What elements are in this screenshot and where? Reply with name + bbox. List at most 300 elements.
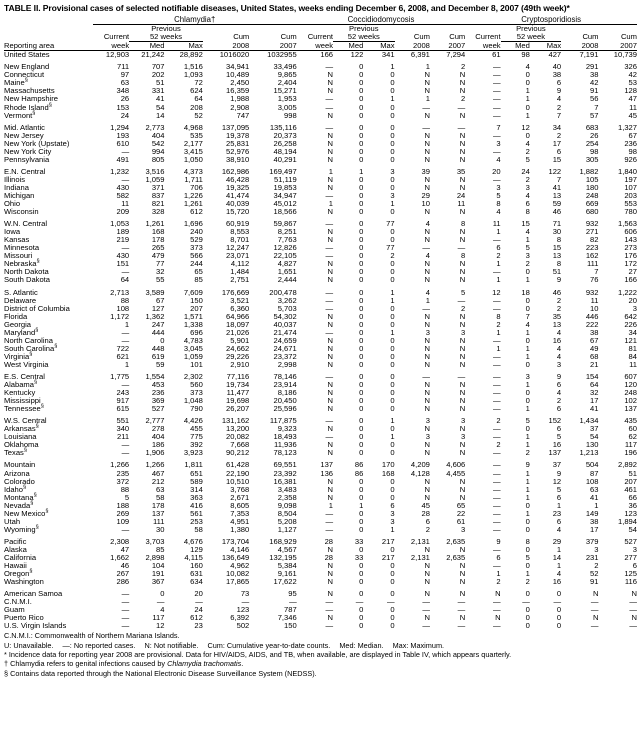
row-value: — — [493, 396, 501, 406]
row-area-label: W.S. Central — [4, 416, 47, 426]
row-value: 64,966 — [226, 311, 250, 321]
row-value: 105 — [585, 174, 599, 184]
row-value: N — [424, 589, 430, 599]
table-row — [4, 228, 637, 236]
row-value: 254 — [585, 138, 599, 148]
row-value: N — [327, 259, 334, 269]
row-value: 11 — [457, 199, 466, 209]
row-value: 1,059 — [183, 351, 203, 361]
cocci-2007-header: 2007 — [448, 41, 466, 51]
row-area-label: Washington — [4, 577, 44, 587]
table-row — [4, 268, 637, 276]
row-value: 0 — [525, 544, 530, 554]
row-value: 9,098 — [277, 500, 297, 510]
cocci-52weeks-label: 52 weeks — [333, 33, 395, 42]
row-value: 176 — [624, 251, 637, 261]
row-value: N — [631, 589, 637, 599]
row-value: 696 — [190, 327, 203, 337]
row-value: — — [590, 605, 599, 615]
row-value: 19,325 — [226, 182, 250, 192]
row-value: N — [459, 78, 466, 88]
crypto-max-header: Max — [546, 41, 562, 51]
row-value: 371 — [151, 182, 165, 192]
row-value: 589 — [190, 476, 203, 486]
row-value: 25,831 — [226, 138, 250, 148]
row-value: — — [121, 146, 130, 156]
row-value: 7 — [496, 122, 501, 132]
row-value: N — [327, 130, 334, 140]
row-value: 1 — [525, 432, 530, 442]
row-area-label: Maine§ — [4, 77, 28, 88]
row-value: 52,976 — [226, 146, 250, 156]
row-value: 11,477 — [226, 388, 250, 398]
row-value: 7 — [556, 174, 562, 184]
crypto-cum2007-label: Cum — [620, 32, 637, 42]
row-value: N — [327, 311, 334, 321]
row-value: 1 — [124, 359, 130, 369]
row-value: 479 — [151, 251, 165, 261]
crypto-current-label: Current — [475, 32, 501, 42]
row-value: N — [327, 404, 334, 414]
row-value: 1,362 — [145, 311, 165, 321]
row-value: 12,826 — [273, 243, 297, 253]
row-value: 4 — [556, 94, 562, 104]
crypto-previous-label: Previous — [516, 23, 546, 33]
row-area-label: W.N. Central — [4, 219, 48, 229]
row-value: 0 — [359, 621, 364, 631]
row-value: 680 — [585, 207, 599, 217]
row-value: — — [121, 524, 130, 534]
row-value: 3 — [425, 416, 430, 426]
row-value: 11 — [629, 102, 637, 112]
row-value: 1,059 — [145, 174, 165, 184]
row-value: 3 — [594, 544, 599, 554]
row-value: 6 — [556, 146, 562, 156]
row-value: 4 — [556, 388, 562, 398]
row-value: 2 — [496, 440, 501, 450]
row-value: 1,434 — [579, 416, 599, 426]
row-value: 535 — [190, 130, 203, 140]
row-value: 16,359 — [226, 86, 250, 96]
row-value: 2 — [525, 146, 530, 156]
table-row — [4, 337, 637, 345]
row-value: 137 — [548, 448, 562, 458]
row-value: 4,373 — [183, 166, 203, 176]
crypto-2007-header: 2007 — [620, 41, 637, 51]
row-value: 20,082 — [226, 432, 250, 442]
row-value: 28 — [324, 536, 334, 546]
row-value: 1,894 — [617, 516, 637, 526]
row-value: 2 — [525, 259, 530, 269]
row-value: N — [327, 448, 334, 458]
row-value: 615 — [116, 404, 130, 414]
row-value: 26,258 — [273, 138, 297, 148]
row-value: 651 — [190, 468, 203, 478]
row-value: 1 — [425, 94, 430, 104]
table-row — [4, 373, 637, 381]
row-value: 57 — [590, 110, 599, 120]
row-value: 67 — [590, 335, 599, 345]
row-area-label: South Dakota — [4, 275, 51, 285]
row-value: 1,953 — [277, 94, 297, 104]
row-value: — — [121, 605, 130, 615]
row-value: 1 — [124, 319, 130, 329]
row-value: 18,097 — [226, 319, 250, 329]
row-value: 52 — [590, 569, 599, 579]
row-value: 0 — [390, 561, 395, 571]
row-value: 1 — [390, 416, 395, 426]
row-value: 1 — [425, 62, 430, 72]
row-value: — — [493, 605, 501, 615]
row-value: 16 — [552, 577, 562, 587]
table-row — [4, 353, 637, 361]
row-value: 0 — [390, 182, 395, 192]
row-value: 3,045 — [183, 343, 203, 353]
row-value: — — [493, 492, 501, 502]
row-value: 305 — [585, 154, 599, 164]
table-row — [4, 494, 637, 502]
row-value: 29 — [421, 191, 430, 200]
row-value: 2 — [556, 102, 562, 112]
row-value: 4,455 — [446, 468, 466, 478]
row-value: 2 — [390, 251, 395, 261]
row-value: 14 — [552, 552, 562, 562]
row-value: 0 — [390, 335, 395, 345]
row-value: 22,105 — [273, 251, 297, 261]
row-value: 0 — [390, 388, 395, 398]
row-value: 152 — [548, 416, 562, 426]
row-value: 1 — [359, 166, 364, 176]
row-value: 1032955 — [267, 50, 297, 60]
row-value: 0 — [390, 110, 395, 120]
row-value: 0 — [359, 154, 364, 164]
row-value: 17 — [590, 524, 599, 534]
row-value: 0 — [359, 605, 364, 615]
row-value: 26 — [590, 130, 599, 140]
row-value: — — [325, 62, 334, 72]
row-area-label: New York City — [4, 146, 52, 156]
row-value: N — [459, 146, 466, 156]
row-value: 1,696 — [183, 219, 203, 229]
cocci-previous-label: Previous — [349, 23, 379, 33]
row-value: 0 — [359, 219, 364, 229]
row-value: N — [424, 182, 430, 192]
row-value: 612 — [190, 207, 203, 217]
row-value: 4,676 — [183, 536, 203, 546]
row-value: 7,763 — [277, 235, 297, 245]
row-value: 40,291 — [273, 154, 297, 164]
table-row — [4, 478, 637, 486]
table-body — [4, 51, 637, 631]
row-value: 78,123 — [273, 448, 297, 458]
row-value: 0 — [160, 335, 165, 345]
row-value: 444 — [151, 327, 165, 337]
row-value: 22 — [456, 508, 466, 518]
row-value: 2 — [525, 174, 530, 184]
row-value: 1,266 — [145, 460, 165, 470]
table-row — [4, 148, 637, 156]
row-value: N — [327, 235, 334, 245]
row-value: 372 — [116, 476, 130, 486]
row-value: 24,671 — [273, 343, 297, 353]
row-value: 109 — [116, 516, 130, 526]
row-value: 1,662 — [110, 552, 130, 562]
crypto-2008-header: 2008 — [581, 41, 599, 51]
row-value: 6 — [556, 404, 562, 414]
row-value: 136,649 — [221, 552, 250, 562]
row-value: 11 — [492, 219, 501, 229]
crypto-cum2008-label: Cum — [582, 32, 599, 42]
row-value: 33,496 — [273, 62, 297, 72]
row-value: 128 — [624, 86, 637, 96]
row-value: 76 — [590, 275, 599, 285]
row-value: 3 — [632, 303, 637, 313]
row-area-label: E.N. Central — [4, 166, 46, 176]
row-value: 4 — [556, 569, 562, 579]
row-value: 0 — [556, 589, 562, 599]
row-value: N — [424, 130, 430, 140]
row-value: 1 — [525, 275, 530, 285]
row-value: 3,923 — [183, 448, 203, 458]
row-value: N — [424, 154, 430, 164]
row-value: 1,050 — [183, 154, 203, 164]
row-value: 98 — [521, 50, 530, 60]
row-value: 331 — [151, 86, 165, 96]
row-value: 5 — [461, 287, 466, 297]
row-value: N — [459, 138, 466, 148]
row-value: — — [325, 191, 334, 200]
row-value: 0 — [390, 569, 395, 579]
row-value: 277 — [624, 552, 637, 562]
chlamydia-cum2008-label: Cum — [233, 32, 250, 42]
row-area-label: Indiana — [4, 182, 29, 192]
row-value: 0 — [525, 70, 530, 80]
row-value: 98 — [590, 146, 599, 156]
row-value: 4,112 — [230, 259, 250, 269]
row-value: 122 — [350, 50, 364, 60]
row-value: 0 — [390, 359, 395, 369]
row-value: 1 — [425, 295, 430, 305]
row-value: 45 — [421, 500, 430, 510]
row-area-label: Guam — [4, 605, 25, 615]
row-value: 0 — [359, 207, 364, 217]
row-value: — — [629, 621, 637, 631]
row-value: 88 — [120, 484, 130, 494]
row-value: 3,005 — [277, 102, 297, 112]
row-value: 16 — [552, 440, 562, 450]
row-value: N — [327, 138, 334, 148]
row-value: — — [121, 380, 130, 390]
row-value: 9 — [556, 468, 562, 478]
row-value: — — [493, 303, 501, 313]
row-value: 2 — [461, 62, 466, 72]
row-value: 5 — [556, 432, 562, 442]
row-value: 40 — [552, 62, 562, 72]
row-value: 59 — [552, 199, 562, 209]
row-value: 1,840 — [617, 166, 637, 176]
row-value: 634 — [190, 577, 203, 587]
row-value: 131,162 — [221, 416, 250, 426]
row-value: N — [327, 396, 334, 406]
row-value: 4,146 — [230, 544, 250, 554]
row-value: 62 — [628, 432, 637, 442]
row-area-label: Rhode Island§ — [4, 102, 52, 112]
row-value: 27 — [628, 267, 637, 277]
row-value: N — [424, 380, 430, 390]
row-value: 932 — [585, 287, 599, 297]
row-value: 455 — [190, 424, 203, 434]
row-value: N — [327, 388, 334, 398]
row-value: N — [459, 448, 466, 458]
row-value: N — [459, 335, 466, 345]
row-value: 211 — [117, 432, 130, 442]
row-value: 0 — [359, 432, 364, 442]
row-value: 25,596 — [273, 404, 297, 414]
row-area-label: Arkansas§ — [4, 423, 39, 434]
row-value: 0 — [525, 516, 530, 526]
row-value: 0 — [359, 303, 364, 313]
row-value: 11 — [121, 199, 130, 209]
row-value: 59 — [156, 359, 165, 369]
row-value: — — [493, 388, 501, 398]
row-value: N — [424, 484, 430, 494]
row-value: 207 — [190, 303, 203, 313]
row-value: 18 — [521, 287, 530, 297]
crypto-week-header: week — [482, 41, 501, 51]
cocci-current-label: Current — [307, 32, 334, 42]
row-value: — — [241, 597, 250, 607]
row-value: 502 — [236, 621, 250, 631]
row-value: 77 — [386, 219, 395, 229]
row-value: 151 — [116, 259, 130, 269]
legend-item: Cum: Cumulative year-to-date counts. — [207, 640, 331, 650]
row-value: 4 — [496, 154, 501, 164]
table-row — [4, 449, 637, 457]
row-value: 6 — [496, 243, 501, 253]
cocci-med-header: Med — [348, 41, 364, 51]
row-value: — — [121, 448, 130, 458]
row-value: 172 — [624, 259, 637, 269]
row-value: 48,194 — [273, 146, 297, 156]
row-value: 780 — [624, 207, 637, 217]
row-value: 314 — [190, 484, 203, 494]
row-value: — — [493, 335, 501, 345]
row-value: 3 — [390, 516, 395, 526]
row-value: N — [327, 351, 334, 361]
row-value: 180 — [585, 182, 599, 192]
row-value: 60,919 — [226, 219, 250, 229]
row-value: N — [459, 70, 466, 80]
row-value: 0 — [390, 589, 395, 599]
row-value: 135,116 — [269, 122, 297, 132]
row-value: 6 — [556, 516, 562, 526]
row-value: — — [457, 102, 466, 112]
row-value: 21,242 — [141, 50, 165, 60]
row-value: N — [424, 569, 430, 579]
row-value: 2 — [496, 577, 501, 587]
row-value: 3,415 — [183, 146, 203, 156]
row-value: N — [424, 440, 430, 450]
row-value: — — [422, 122, 430, 132]
row-value: 20,450 — [273, 396, 297, 406]
row-value: 2,131 — [410, 552, 430, 562]
row-value: 51,119 — [274, 174, 297, 184]
table-row — [4, 156, 637, 164]
row-area-label: New Jersey — [4, 130, 44, 140]
row-value: 1 — [525, 110, 530, 120]
row-value: — — [493, 468, 501, 478]
row-area-label: Hawaii — [4, 561, 27, 571]
row-value: 1 — [496, 275, 501, 285]
row-area-label: New York (Upstate) — [4, 138, 70, 148]
table-row — [4, 329, 637, 337]
table-row — [4, 361, 637, 369]
row-value: 621 — [116, 351, 130, 361]
row-value: 30 — [552, 227, 562, 237]
table-row — [4, 95, 637, 103]
row-value: 1,048 — [183, 396, 203, 406]
row-value: 38,910 — [226, 154, 250, 164]
row-value: 34 — [628, 327, 637, 337]
row-value: — — [422, 102, 430, 112]
row-value: N — [593, 589, 599, 599]
row-value: 168,929 — [269, 536, 297, 546]
table-row — [4, 614, 637, 622]
footnote-chlamydia — [4, 659, 637, 668]
row-value: 582 — [116, 191, 130, 200]
row-value: 18,493 — [273, 432, 297, 442]
table-header — [4, 16, 637, 51]
row-value: 0 — [359, 259, 364, 269]
row-value: 84 — [628, 351, 637, 361]
row-value: 191 — [151, 569, 165, 579]
row-value: 49 — [590, 343, 599, 353]
row-value: 0 — [390, 70, 395, 80]
table-row — [4, 425, 637, 433]
row-value: — — [195, 597, 203, 607]
row-value: 2,671 — [230, 492, 250, 502]
row-value: 176,669 — [221, 287, 250, 297]
row-value: 1 — [496, 569, 501, 579]
row-value: 1 — [556, 544, 562, 554]
row-value: 0 — [359, 287, 364, 297]
row-value: 38 — [590, 516, 599, 526]
row-area-label: Massachusetts — [4, 86, 55, 96]
row-value: 0 — [359, 267, 364, 277]
notifiable-diseases-table — [4, 16, 637, 631]
footnote-chlamydia-post: . — [241, 659, 244, 669]
row-value: 188 — [116, 500, 130, 510]
row-value: 1,811 — [184, 460, 203, 470]
table-row — [4, 276, 637, 284]
row-value: 6 — [556, 78, 562, 88]
row-value: 1 — [390, 62, 395, 72]
row-area-label: American Samoa — [4, 589, 63, 599]
chlamydia-52weeks-label: 52 weeks — [129, 33, 203, 42]
table-row — [4, 562, 637, 570]
row-value: 4 — [425, 219, 430, 229]
row-value: 150 — [190, 295, 203, 305]
row-value: 86 — [354, 468, 364, 478]
table-row — [4, 502, 637, 510]
row-value: N — [459, 174, 466, 184]
row-value: 0 — [359, 404, 364, 414]
row-value: N — [327, 561, 334, 571]
row-area-label: Utah — [4, 516, 21, 526]
row-value: 0 — [525, 396, 530, 406]
row-value: 787 — [284, 605, 297, 615]
row-value: 9 — [556, 371, 562, 381]
